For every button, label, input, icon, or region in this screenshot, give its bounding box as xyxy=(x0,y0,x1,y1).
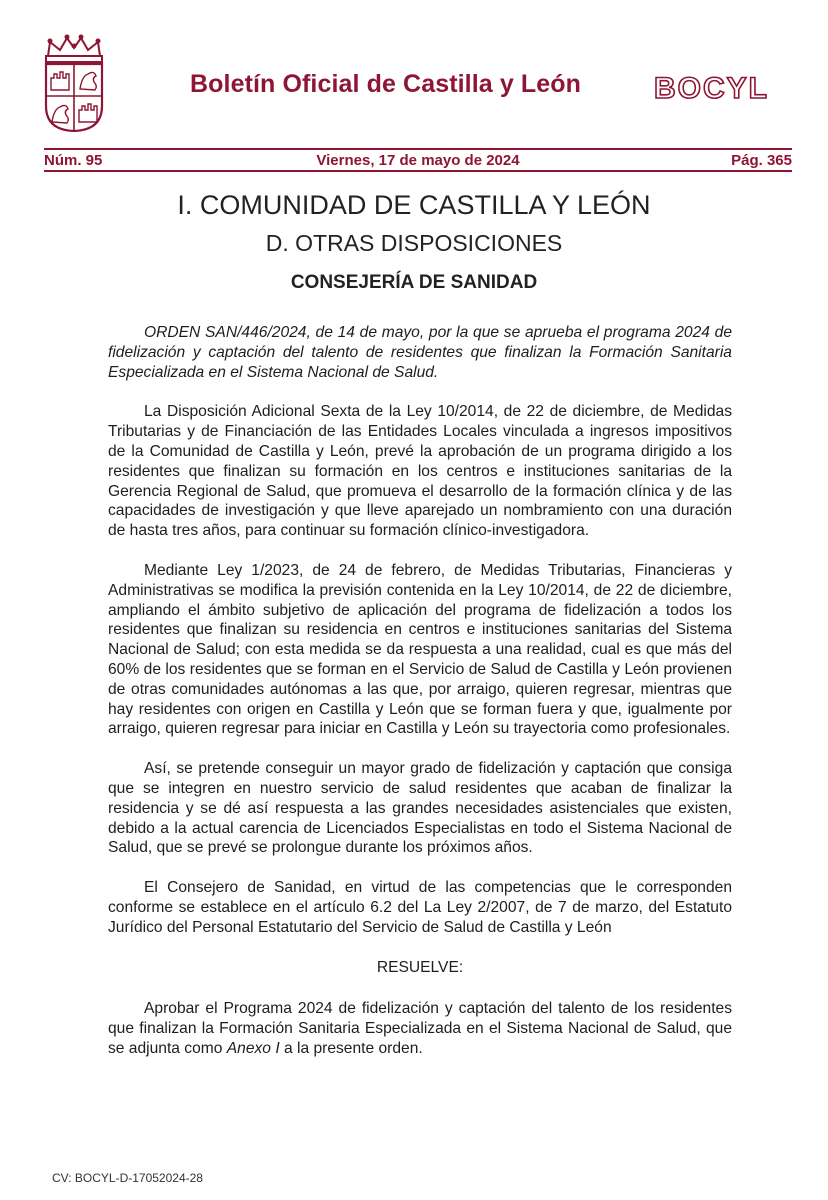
document-header xyxy=(40,34,796,142)
top-divider xyxy=(44,148,792,150)
issue-info-bar xyxy=(44,144,792,172)
page-number: Pág. 365 xyxy=(731,152,792,169)
paragraph-5-start: Aprobar el Programa 2024 de fidelización y captación del talento de los residentes que finalizan la Formación Sanitaria Especializada en el Sistema Nacional de Salud, que se adjunta como xyxy=(108,1000,732,1057)
issue-date: Viernes, 17 de mayo de 2024 xyxy=(316,152,520,169)
paragraph-2: Mediante Ley 1/2023, de 24 de febrero, de Medidas Tributarias, Financieras y Administrativas se modifica la previsión contenida en la Ley 10/2014, de 22 de diciembre, ampliando el ámbito subjetivo de aplicación del programa de fidelización a todos los residentes que finalizan su residencia en centros e instituciones sanitarias del Sistema Nacional de Salud; con esta medida se da respuesta a una realidad, cual es que más del 60% de los residentes que se forman en el Servicio de Salud de Castilla y León provienen de otras comunidades autónomas a las que, por arraigo, quieren regresar, mientras que hay residentes con origen en Castilla y León que se forman fuera y que, igualmente por arraigo, quieren regresar para iniciar en Castilla y León su trayectoria como profesionales. xyxy=(108,561,732,738)
bocyl-logo xyxy=(652,72,794,102)
paragraph-4: El Consejero de Sanidad, en virtud de las competencias que le corresponden conforme se establece en el artículo 6.2 del La Ley 2/2007, de 7 de marzo, del Estatuto Jurídico del Personal Estatutario del Servicio de Salud de Castilla y León xyxy=(108,879,732,936)
subsection-heading: D. OTRAS DISPOSICIONES xyxy=(265,230,563,256)
paragraph-5-end: a la presente orden. xyxy=(279,1039,423,1057)
paragraph-3: Así, se pretende conseguir un mayor grado de fidelización y captación que consiga que se integren en nuestro servicio de salud residentes que acaban de finalizar la residencia y se dé así respuesta a las grandes necesidades asistenciales que existen, debido a la actual carencia de Licenciados Especialistas en todo el Sistema Nacional de Salud, que se prevé se prolongue durante los próximos años. xyxy=(108,760,732,857)
annex-reference: Anexo I xyxy=(226,1039,280,1057)
issue-number: Núm. 95 xyxy=(44,152,103,169)
verification-code: CV: BOCYL-D-17052024-28 xyxy=(52,1171,203,1185)
order-title: ORDEN SAN/446/2024, de 14 de mayo, por la que se aprueba el programa 2024 de fidelización y captación del talento de residentes que finalizan la Formación Sanitaria Especializada en el Sistema Nacional de Salud. xyxy=(108,324,732,381)
coat-of-arms-icon xyxy=(40,34,108,132)
document-body xyxy=(108,323,732,1079)
paragraph-1: La Disposición Adicional Sexta de la Ley 10/2014, de 22 de diciembre, de Medidas Tributarias y de Financiación de las Entidades Locales vinculada a ingresos impositivos de la Comunidad de Castilla y León, prevé la aprobación de un programa dirigido a los residentes que finalizan su formación en los centros e instituciones sanitarias de la Gerencia Regional de Salud, que promueva el desarrollo de la formación clínica y de las capacidades de investigación y que lleve aparejado un nombramiento con una duración de hasta tres años, para continuar su formación clínico-investigadora. xyxy=(108,403,732,540)
bulletin-title: Boletín Oficial de Castilla y León xyxy=(190,70,581,98)
bottom-divider xyxy=(44,170,792,172)
resuelve-heading: RESUELVE: xyxy=(376,958,464,976)
svg-text:BOCYL: BOCYL xyxy=(654,72,769,102)
paragraph-5 xyxy=(108,999,732,1058)
department-heading: CONSEJERÍA DE SANIDAD xyxy=(290,272,538,293)
section-heading: I. COMUNIDAD DE CASTILLA Y LEÓN xyxy=(177,190,651,220)
